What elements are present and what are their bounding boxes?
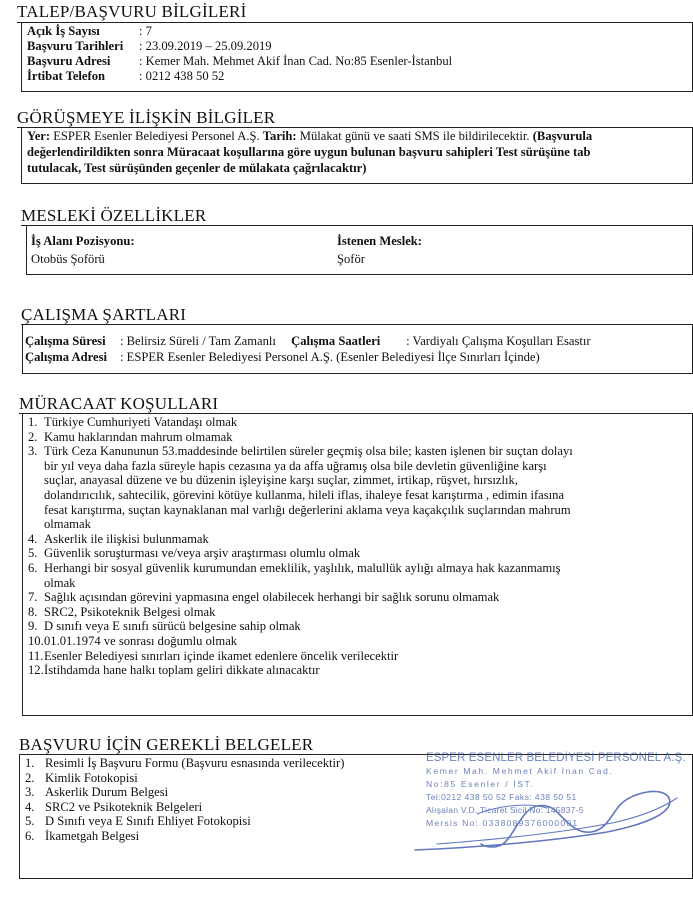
item-text-line: Kamu haklarından mahrum olmamak xyxy=(44,429,233,444)
gorusme-box xyxy=(21,127,693,184)
item-text-line: D sınıfı veya E sınıfı sürücü belgesine sahip olmak xyxy=(44,619,301,634)
belge-item xyxy=(25,756,445,771)
item-text-line: Sağlık açısından görevini yapmasına engel olabilecek herhangi bir sağlık sorunu olmamak xyxy=(44,590,500,605)
belge-text: İkametgah Belgesi xyxy=(45,828,140,843)
belge-item xyxy=(25,814,445,829)
item-text-line: Herhangi bir sosyal güvenlik kurumundan emeklilik, yaşlılık, malullük aylığı almaya hak kazanmamış xyxy=(44,560,561,575)
stamp-line: Alışalan V.D. Ticaret Sicil No: 145837-5 xyxy=(426,805,584,815)
talep-row-label: Başvuru Adresi xyxy=(27,54,111,68)
muracaat-item xyxy=(28,619,688,634)
item-text-line: suçlar, anayasal düzene ve bu düzenin işleyişine karşı suçlar, zimmet, irtikap, rüşvet, hırsızlık, xyxy=(44,473,518,488)
item-text-line: Türkiye Cumhuriyeti Vatandaşı olmak xyxy=(44,415,238,429)
muracaat-item xyxy=(28,590,688,605)
talep-row-label: Başvuru Tarihleri xyxy=(27,39,124,53)
talep-row-value: : 23.09.2019 – 25.09.2019 xyxy=(139,39,272,53)
gorusme-line-1 xyxy=(27,129,592,144)
yer-value: ESPER Esenler Belediyesi Personel A.Ş. xyxy=(53,129,260,143)
item-text-line: İstihdamda hane halkı toplam geliri dikkate alınacaktır xyxy=(44,663,320,678)
item-number: 5. xyxy=(28,546,38,561)
item-number: 3. xyxy=(28,444,38,459)
gorusme-note: değerlendirildikten sonra Müracaat koşullarına göre uygun bulunan başvuru sahipleri Test sürüşüne tab xyxy=(27,145,591,159)
muracaat-list xyxy=(28,415,688,678)
talep-row-label: Açık İş Sayısı xyxy=(27,24,100,38)
calisma-saatleri-label: Çalışma Saatleri xyxy=(291,334,381,348)
company-stamp xyxy=(407,752,693,862)
signature-icon xyxy=(407,752,693,862)
belge-item xyxy=(25,771,445,786)
gorusme-note: (Başvurula xyxy=(532,129,593,143)
item-number: 9. xyxy=(28,619,38,634)
muracaat-item xyxy=(28,561,688,590)
yer-label: Yer: xyxy=(27,129,51,143)
item-text-line: dolandırıcılık, sahtecilik, görevini kötüye kullanma, hileli iflas, ihaleye fesat karıştırma , edimin ifasına xyxy=(44,487,565,502)
muracaat-box xyxy=(22,413,693,716)
item-number: 4. xyxy=(28,531,38,546)
stamp-title: ESPER ESENLER BELEDİYESİ PERSONEL A.Ş. xyxy=(426,752,686,764)
item-text-line: olmamak xyxy=(44,517,91,532)
gorusme-line-3 xyxy=(27,161,366,176)
item-number: 12. xyxy=(28,663,44,678)
muracaat-item xyxy=(28,444,688,532)
muracaat-item xyxy=(28,634,688,649)
belge-item xyxy=(25,785,445,800)
stamp-line: Mersis No: 0338089376000001 xyxy=(426,818,579,828)
belge-text: D Sınıfı veya E Sınıfı Ehliyet Fotokopisi xyxy=(45,814,251,829)
meslek-box xyxy=(26,225,693,275)
section-heading-gorusme: GÖRÜŞMEYE İLİŞKİN BİLGİLER xyxy=(17,108,276,127)
talep-row xyxy=(27,39,272,54)
belgeler-list xyxy=(25,756,445,844)
item-number: 4. xyxy=(25,799,35,814)
stamp-line: Tel:0212 438 50 52 Faks: 438 50 51 xyxy=(426,792,577,802)
item-text-line: Türk Ceza Kanununun 53.maddesinde belirtilen süreler geçmiş olsa bile; kasten işlenen bir suçtan dolayı xyxy=(44,444,573,459)
is-alani-label: İş Alanı Pozisyonu: xyxy=(31,234,135,248)
item-number: 7. xyxy=(28,590,38,605)
item-number: 6. xyxy=(25,828,35,843)
stamp-line: No:85 Esenler / İST. xyxy=(426,779,535,789)
item-text-line: Esenler Belediyesi sınırları içinde ikamet edenlere öncelik verilecektir xyxy=(44,648,399,663)
istenen-value: Şoför xyxy=(337,252,365,266)
calisma-suresi-label: Çalışma Süresi xyxy=(25,334,106,348)
talep-row-label: İrtibat Telefon xyxy=(27,69,106,83)
item-number: 1. xyxy=(25,756,35,770)
item-number: 3. xyxy=(25,785,35,800)
item-text-line: Güvenlik soruşturması ve/veya arşiv araştırması olumlu olmak xyxy=(44,546,361,561)
stamp-line: Kemer Mah. Mehmet Akif İnan Cad. xyxy=(426,766,614,776)
muracaat-item xyxy=(28,532,688,547)
muracaat-item xyxy=(28,663,688,678)
muracaat-item xyxy=(28,415,688,430)
item-number: 2. xyxy=(28,429,38,444)
is-alani-value: Otobüs Şoförü xyxy=(31,252,105,266)
item-number: 11. xyxy=(28,648,44,663)
belge-text: Askerlik Durum Belgesi xyxy=(45,785,169,800)
section-heading-muracaat: MÜRACAAT KOŞULLARI xyxy=(19,394,219,413)
item-number: 6. xyxy=(28,560,38,575)
tarih-value: Mülakat günü ve saati SMS ile bildirilecektir. xyxy=(299,129,530,143)
item-number: 8. xyxy=(28,604,38,619)
talep-row xyxy=(27,69,224,84)
section-heading-meslek: MESLEKİ ÖZELLİKLER xyxy=(21,206,207,225)
section-heading-calisma: ÇALIŞMA ŞARTLARI xyxy=(21,305,187,324)
calisma-adresi-value: : ESPER Esenler Belediyesi Personel A.Ş. (Esenler Belediyesi İlçe Sınırları İçinde) xyxy=(120,350,540,364)
item-text-line: Askerlik ile ilişkisi bulunmamak xyxy=(44,531,209,546)
talep-row xyxy=(27,54,452,69)
talep-box xyxy=(21,22,693,92)
talep-row xyxy=(27,24,152,39)
item-text-line: 01.01.1974 ve sonrası doğumlu olmak xyxy=(44,633,238,648)
item-number: 1. xyxy=(28,415,38,429)
istenen-label: İstenen Meslek: xyxy=(337,234,422,248)
calisma-box xyxy=(22,324,693,374)
calisma-suresi-value: : Belirsiz Süreli / Tam Zamanlı xyxy=(120,334,276,348)
calisma-line-1 xyxy=(25,334,591,349)
item-number: 5. xyxy=(25,814,35,829)
gorusme-line-2 xyxy=(27,145,590,160)
talep-row-value: : 7 xyxy=(139,24,152,38)
belge-text: Resimli İş Başvuru Formu (Başvuru esnasında verilecektir) xyxy=(45,756,345,770)
muracaat-item xyxy=(28,430,688,445)
item-text-line: bir yıl veya daha fazla süreyle hapis cezasına ya da affa uğramış olsa bile devletin güvenliğine karşı xyxy=(44,458,547,473)
tarih-label: Tarih: xyxy=(262,129,297,143)
belge-text: SRC2 ve Psikoteknik Belgeleri xyxy=(45,799,203,814)
gorusme-note: tutulacak, Test sürüşünden geçenler de mülakata çağrılacaktır) xyxy=(27,161,367,175)
item-number: 2. xyxy=(25,770,35,785)
belge-item xyxy=(25,829,445,844)
talep-row-value: : 0212 438 50 52 xyxy=(139,69,225,83)
talep-row-value: : Kemer Mah. Mehmet Akif İnan Cad. No:85 Esenler-İstanbul xyxy=(139,54,453,68)
muracaat-item xyxy=(28,649,688,664)
item-text-line: fesat karıştırma, suçtan kaynaklanan mal varlığı değerlerini aklama veya kaçakçılık suçlarından mahrum xyxy=(44,502,571,517)
belge-text: Kimlik Fotokopisi xyxy=(45,770,138,785)
muracaat-item xyxy=(28,605,688,620)
calisma-saatleri-value: : Vardiyalı Çalışma Koşulları Esastır xyxy=(406,334,591,348)
calisma-adresi-label: Çalışma Adresi xyxy=(25,350,107,364)
section-heading-belgeler: BAŞVURU İÇİN GEREKLİ BELGELER xyxy=(19,735,314,754)
item-number: 10. xyxy=(28,633,44,648)
section-heading-talep: TALEP/BAŞVURU BİLGİLERİ xyxy=(17,2,247,21)
muracaat-item xyxy=(28,546,688,561)
item-text-line: SRC2, Psikoteknik Belgesi olmak xyxy=(44,604,216,619)
item-text-line: olmak xyxy=(44,575,76,590)
belge-item xyxy=(25,800,445,815)
calisma-line-2 xyxy=(25,350,540,365)
